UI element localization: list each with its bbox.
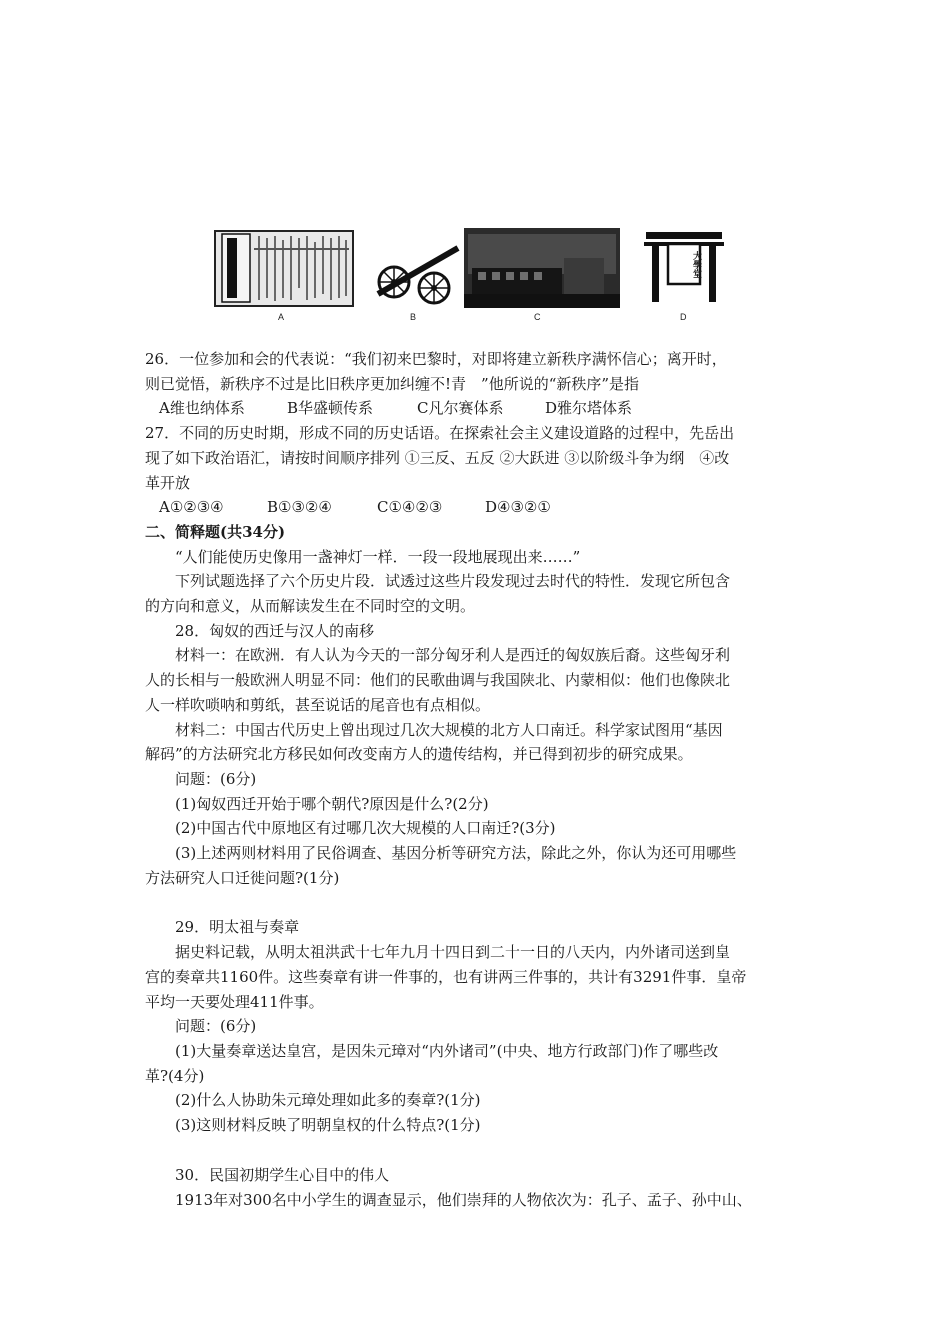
section-2-intro-1: 下列试题选择了六个历史片段．试透过这些片段发现过去时代的特性．发现它所包含: [175, 572, 731, 591]
q30-title: 30．民国初期学生心目中的伟人: [175, 1165, 390, 1184]
figure-d-label: D: [680, 312, 687, 322]
q28-material-1-line-2: 人的长相与一般欧洲人明显不同：他们的民歌曲调与我国陕北、内蒙相似：他们也像陕北: [145, 671, 731, 690]
q27-option-a: A①②③④: [159, 498, 224, 517]
section-2-intro-2: 的方向和意义，从而解读发生在不同时空的文明。: [145, 597, 476, 616]
q30-text-1: 1913年对300名中小学生的调查显示，他们崇拜的人物依次为：孔子、孟子、孙中山、: [175, 1190, 752, 1209]
q27-options: [145, 495, 813, 520]
figure-d-plaque-text: 大學堂: [691, 250, 701, 278]
q29-part-3: (3)这则材料反映了明朝皇权的什么特点?(1分): [175, 1116, 481, 1135]
q29-part-1-line-1: (1)大量奏章送达皇宫，是因朱元璋对“内外诸司”(中央、地方行政部门)作了哪些改: [175, 1041, 719, 1060]
q28-part-1: (1)匈奴西迁开始于哪个朝代?原因是什么?(2分): [175, 794, 489, 813]
q28-material-2-line-1: 材料二：中国古代历史上曾出现过几次大规模的北方人口南迁。科学家试图用“基因: [175, 720, 723, 739]
section-2-heading: 二、简释题(共34分): [145, 522, 286, 541]
q26-option-b: B华盛顿传系: [287, 399, 374, 418]
q27-option-c: C①④②③: [377, 498, 443, 517]
q29-part-2: (2)什么人协助朱元璋处理如此多的奏章?(1分): [175, 1091, 481, 1110]
q28-part-2: (2)中国古代中原地区有过哪几次大规模的人口南迁?(3分): [175, 819, 556, 838]
q28-material-1-line-1: 材料一：在欧洲．有人认为今天的一部分匈牙利人是西迁的匈奴族后裔。这些匈牙利: [175, 646, 731, 665]
figure-b-label: B: [410, 312, 417, 322]
q26-option-a: A维也纳体系: [159, 399, 245, 418]
figure-c-label: C: [534, 312, 541, 322]
q29-text-2: 宫的奏章共1160件。这些奏章有讲一件事的，也有讲两三件事的，共计有3291件事．皇帝: [145, 967, 747, 986]
q29-text-1: 据史料记载，从明太祖洪武十七年九月十四日到二十一日的八天内，内外诸司送到皇: [175, 943, 731, 962]
q26-options: [145, 396, 813, 421]
q28-part-3-line-1: (3)上述两则材料用了民俗调查、基因分析等研究方法，除此之外，你认为还可用哪些: [175, 844, 737, 863]
q26-option-c: C凡尔赛体系: [417, 399, 504, 418]
q28-material-2-line-2: 解码”的方法研究北方移民如何改变南方人的遗传结构，并已得到初步的研究成果。: [145, 745, 693, 764]
q26-option-d: D雅尔塔体系: [545, 399, 633, 418]
q27-line-3: 革开放: [145, 473, 191, 492]
q28-material-1-line-3: 人一样吹唢呐和剪纸，甚至说话的尾音也有点相似。: [145, 695, 491, 714]
q29-part-1-line-2: 革?(4分): [145, 1066, 205, 1085]
figure-row: [210, 228, 730, 323]
q29-text-3: 平均一天要处理411件事。: [145, 992, 324, 1011]
q26-line-2: 则已觉悟，新秩序不过是比旧秩序更加纠缠不!青 ”他所说的“新秩序”是指: [145, 374, 640, 393]
q29-ask: 问题：(6分): [175, 1017, 257, 1036]
section-2-quote: “人们能使历史像用一盏神灯一样．一段一段地展现出来……”: [175, 547, 581, 566]
q27-option-b: B①③②④: [267, 498, 332, 517]
q27-line-2: 现了如下政治语汇，请按时间顺序排列 ①三反、五反 ②大跃进 ③以阶级斗争为纲 ④改: [145, 448, 730, 467]
q27-option-d: D④③②①: [485, 498, 551, 517]
q26-line-1: 26．一位参加和会的代表说：“我们初来巴黎时，对即将建立新秩序满怀信心；离开时，: [145, 350, 727, 368]
q28-title: 28．匈奴的西迁与汉人的南移: [175, 621, 375, 640]
figure-a-label: A: [278, 312, 285, 322]
q28-part-3-line-2: 方法研究人口迁徙问题?(1分): [145, 868, 340, 887]
q27-line-1: 27．不同的历史时期，形成不同的历史话语。在探索社会主义建设道路的过程中，先岳出: [145, 424, 735, 443]
figure-c-photo: [464, 228, 620, 308]
exam-content: [145, 347, 813, 1212]
q28-ask: 问题：(6分): [175, 769, 257, 788]
q29-title: 29．明太祖与奏章: [175, 918, 300, 937]
figure-b-cannon: [372, 242, 462, 308]
figure-a-document: [214, 228, 354, 308]
